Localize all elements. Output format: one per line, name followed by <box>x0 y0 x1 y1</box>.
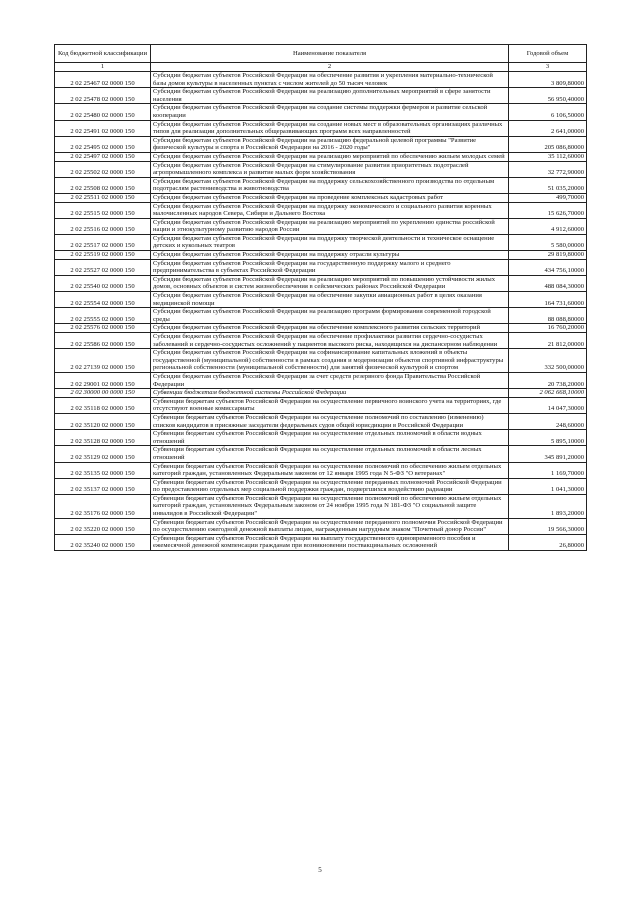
row-name: Субвенции бюджетам субъектов Российской Федерации на выплату государственного единовременного пособия и ежемесячной денежной компенсации гражданам при возникновении поствакцинальных осложнений <box>151 534 509 550</box>
row-name: Субвенции бюджетам бюджетной системы Российской Федерации <box>151 389 509 398</box>
row-name: Субсидии бюджетам субъектов Российской Федерации на создание системы поддержки фермеров и развитие сельской кооперации <box>151 104 509 120</box>
table-row <box>55 308 587 324</box>
row-name: Субсидии бюджетам субъектов Российской Федерации на поддержку экономического и социального развития коренных малочисленных народов Севера, Сибири и Дальнего Востока <box>151 202 509 218</box>
page-number: 5 <box>318 866 322 874</box>
table-row <box>55 120 587 136</box>
row-name: Субвенции бюджетам субъектов Российской Федерации на осуществление полномочий по составлению (изменению) списков кандидатов в присяжные заседатели федеральных судов общей юрисдикции в Российской Федерации <box>151 413 509 429</box>
row-code: 2 02 25515 02 0000 150 <box>55 202 151 218</box>
row-name: Субвенции бюджетам субъектов Российской Федерации на осуществление первичного воинского учета на территориях, где отсутствуют военные комиссариаты <box>151 397 509 413</box>
row-code: 2 02 35120 02 0000 150 <box>55 413 151 429</box>
table-row <box>55 333 587 349</box>
table-row <box>55 275 587 291</box>
row-value: 15 626,70000 <box>509 202 587 218</box>
row-code: 2 02 35129 02 0000 150 <box>55 446 151 462</box>
row-value: 164 731,60000 <box>509 292 587 308</box>
row-name: Субсидии бюджетам субъектов Российской Федерации на реализацию мероприятий по укреплению единства российской нации и этнокультурному развитию народов России <box>151 218 509 234</box>
row-code: 2 02 25495 02 0000 150 <box>55 136 151 152</box>
row-name: Субвенции бюджетам субъектов Российской Федерации на осуществление отдельных полномочий в области водных отношений <box>151 430 509 446</box>
table-row <box>55 534 587 550</box>
table-row <box>55 397 587 413</box>
table-row <box>55 518 587 534</box>
row-value: 2 062 668,10000 <box>509 389 587 398</box>
row-value: 5 580,00000 <box>509 234 587 250</box>
row-value: 51 035,20000 <box>509 177 587 193</box>
row-code: 2 02 25491 02 0000 150 <box>55 120 151 136</box>
row-code: 2 02 35176 02 0000 150 <box>55 494 151 518</box>
table-row <box>55 104 587 120</box>
table-row <box>55 372 587 388</box>
row-value: 20 738,20000 <box>509 372 587 388</box>
table-row <box>55 177 587 193</box>
row-code: 2 02 25511 02 0000 150 <box>55 193 151 202</box>
row-name: Субвенции бюджетам субъектов Российской Федерации на осуществление отдельных полномочий в области лесных отношений <box>151 446 509 462</box>
row-name: Субсидии бюджетам субъектов Российской Федерации на поддержку творческой деятельности и техническое оснащение детских и кукольных театров <box>151 234 509 250</box>
row-name: Субсидии бюджетам субъектов Российской Федерации на обеспечение профилактики развития сердечно-сосудистых заболеваний и сердечно-сосудистых осложнений у пациентов высокого риска, находящихся на диспансерном наблюдении <box>151 333 509 349</box>
row-value: 26,80000 <box>509 534 587 550</box>
row-code: 2 02 25478 02 0000 150 <box>55 88 151 104</box>
header-value: Годовой объем <box>509 45 587 63</box>
row-code: 2 02 29001 02 0000 150 <box>55 372 151 388</box>
table-row <box>55 136 587 152</box>
row-code: 2 02 35118 02 0000 150 <box>55 397 151 413</box>
row-value: 345 891,20000 <box>509 446 587 462</box>
row-value: 3 809,80000 <box>509 72 587 88</box>
row-value: 16 760,20000 <box>509 324 587 333</box>
row-code: 2 02 35220 02 0000 150 <box>55 518 151 534</box>
row-name: Субсидии бюджетам субъектов Российской Федерации на реализацию мероприятий по обеспечению жильем молодых семей <box>151 152 509 161</box>
row-value: 434 756,10000 <box>509 259 587 275</box>
header-code: Код бюджетной классификации <box>55 45 151 63</box>
header-num-1: 1 <box>55 63 151 72</box>
row-code: 2 02 25480 02 0000 150 <box>55 104 151 120</box>
row-code: 2 02 25554 02 0000 150 <box>55 292 151 308</box>
row-value: 332 500,00000 <box>509 349 587 373</box>
table-row <box>55 218 587 234</box>
row-value: 1 041,30000 <box>509 478 587 494</box>
table-row <box>55 413 587 429</box>
row-value: 4 912,60000 <box>509 218 587 234</box>
budget-table <box>54 44 587 551</box>
table-body <box>55 72 587 551</box>
row-name: Субсидии бюджетам субъектов Российской Федерации на реализацию мероприятий по повышению устойчивости жилых домов, основных объектов и систем жизнеобеспечения в сейсмических районах Российской Федерации <box>151 275 509 291</box>
budget-table-sheet <box>54 44 586 551</box>
table-row <box>55 88 587 104</box>
row-value: 29 819,80000 <box>509 251 587 260</box>
row-code: 2 02 25467 02 0000 150 <box>55 72 151 88</box>
row-value: 14 047,30000 <box>509 397 587 413</box>
table-row <box>55 202 587 218</box>
table-row <box>55 349 587 373</box>
row-value: 19 566,30000 <box>509 518 587 534</box>
header-name: Наименование показателя <box>151 45 509 63</box>
row-name: Субсидии бюджетам субъектов Российской Федерации на реализацию федеральной целевой программы "Развитие физической культуры и спорта в Российской Федерации на 2016 - 2020 годы" <box>151 136 509 152</box>
table-row <box>55 389 587 398</box>
table-row <box>55 494 587 518</box>
row-name: Субсидии бюджетам субъектов Российской Федерации на поддержку отрасли культуры <box>151 251 509 260</box>
row-code: 2 02 25540 02 0000 150 <box>55 275 151 291</box>
row-code: 2 02 25517 02 0000 150 <box>55 234 151 250</box>
row-name: Субсидии бюджетам субъектов Российской Федерации на реализацию программ формирования современной городской среды <box>151 308 509 324</box>
row-code: 2 02 30000 00 0000 150 <box>55 389 151 398</box>
row-name: Субвенции бюджетам субъектов Российской Федерации на осуществление переданных полномочий Российской Федерации по предоставлению отдельных мер социальной поддержки граждан, подвергшихся воздействию радиации <box>151 478 509 494</box>
row-value: 88 088,80000 <box>509 308 587 324</box>
row-name: Субсидии бюджетам субъектов Российской Федерации за счет средств резервного фонда Правительства Российской Федерации <box>151 372 509 388</box>
row-code: 2 02 25576 02 0000 150 <box>55 324 151 333</box>
row-code: 2 02 25516 02 0000 150 <box>55 218 151 234</box>
table-row <box>55 161 587 177</box>
row-name: Субсидии бюджетам субъектов Российской Федерации на создание новых мест в образовательных организациях различных типов для реализации дополнительных общеразвивающих программ всех направленностей <box>151 120 509 136</box>
table-row <box>55 478 587 494</box>
row-name: Субсидии бюджетам субъектов Российской Федерации на стимулирование развития приоритетных подотраслей агропромышленного комплекса и развитие малых форм хозяйствования <box>151 161 509 177</box>
table-row <box>55 446 587 462</box>
row-value: 1 169,70000 <box>509 462 587 478</box>
row-value: 2 641,00000 <box>509 120 587 136</box>
header-num-3: 3 <box>509 63 587 72</box>
row-value: 21 812,00000 <box>509 333 587 349</box>
row-code: 2 02 25527 02 0000 150 <box>55 259 151 275</box>
table-row <box>55 193 587 202</box>
header-num-2: 2 <box>151 63 509 72</box>
row-code: 2 02 25586 02 0000 150 <box>55 333 151 349</box>
row-value: 32 772,90000 <box>509 161 587 177</box>
row-code: 2 02 25508 02 0000 150 <box>55 177 151 193</box>
table-row <box>55 462 587 478</box>
table-header <box>55 45 587 72</box>
row-code: 2 02 35128 02 0000 150 <box>55 430 151 446</box>
row-value: 488 084,30000 <box>509 275 587 291</box>
row-name: Субсидии бюджетам субъектов Российской Федерации на поддержку сельскохозяйственного производства по отдельным подотраслям растениеводства и животноводства <box>151 177 509 193</box>
row-name: Субсидии бюджетам субъектов Российской Федерации на реализацию дополнительных мероприятий в сфере занятости населения <box>151 88 509 104</box>
table-row <box>55 430 587 446</box>
row-name: Субсидии бюджетам субъектов Российской Федерации на софинансирование капитальных вложений в объекты государственной (муниципальной) собственности в рамках создания и модернизации объектов спортивной инфраструктуры региональной собственности (муниципальной собственности) для занятий физической культурой и спортом <box>151 349 509 373</box>
row-name: Субсидии бюджетам субъектов Российской Федерации на обеспечение закупки авиационных работ в целях оказания медицинской помощи <box>151 292 509 308</box>
row-name: Субвенции бюджетам субъектов Российской Федерации на осуществление полномочий по обеспечению жильем отдельных категорий граждан, установленных Федеральным законом от 12 января 1995 года N 5-ФЗ "О ветеранах" <box>151 462 509 478</box>
row-value: 205 086,80000 <box>509 136 587 152</box>
row-code: 2 02 25502 02 0000 150 <box>55 161 151 177</box>
row-name: Субвенции бюджетам субъектов Российской Федерации на осуществление переданного полномочия Российской Федерации по осуществлению ежегодной денежной выплаты лицам, награжденным нагрудным знаком "Почетный донор России" <box>151 518 509 534</box>
row-name: Субсидии бюджетам субъектов Российской Федерации на обеспечение развития и укрепления материально-технической базы домов культуры в населенных пунктах с числом жителей до 50 тысяч человек <box>151 72 509 88</box>
table-row <box>55 152 587 161</box>
row-code: 2 02 25497 02 0000 150 <box>55 152 151 161</box>
table-row <box>55 251 587 260</box>
row-value: 5 895,10000 <box>509 430 587 446</box>
table-row <box>55 324 587 333</box>
row-value: 56 950,40000 <box>509 88 587 104</box>
row-name: Субвенции бюджетам субъектов Российской Федерации на осуществление полномочий по обеспечению жильем отдельных категорий граждан, установленных Федеральным законом от 24 ноября 1995 года N 181-ФЗ "О социальной защите инвалидов в Российской Федерации" <box>151 494 509 518</box>
row-value: 35 112,60000 <box>509 152 587 161</box>
row-name: Субсидии бюджетам субъектов Российской Федерации на обеспечение комплексного развития сельских территорий <box>151 324 509 333</box>
row-value: 6 106,50000 <box>509 104 587 120</box>
row-name: Субсидии бюджетам субъектов Российской Федерации на государственную поддержку малого и среднего предпринимательства в субъектах Российской Федерации <box>151 259 509 275</box>
table-row <box>55 72 587 88</box>
row-value: 499,70000 <box>509 193 587 202</box>
row-code: 2 02 25519 02 0000 150 <box>55 251 151 260</box>
row-code: 2 02 35135 02 0000 150 <box>55 462 151 478</box>
row-name: Субсидии бюджетам субъектов Российской Федерации на проведение комплексных кадастровых работ <box>151 193 509 202</box>
table-row <box>55 292 587 308</box>
row-code: 2 02 35240 02 0000 150 <box>55 534 151 550</box>
row-code: 2 02 25555 02 0000 150 <box>55 308 151 324</box>
row-value: 1 893,20000 <box>509 494 587 518</box>
table-row <box>55 234 587 250</box>
row-value: 248,60000 <box>509 413 587 429</box>
row-code: 2 02 27139 02 0000 150 <box>55 349 151 373</box>
table-row <box>55 259 587 275</box>
row-code: 2 02 35137 02 0000 150 <box>55 478 151 494</box>
